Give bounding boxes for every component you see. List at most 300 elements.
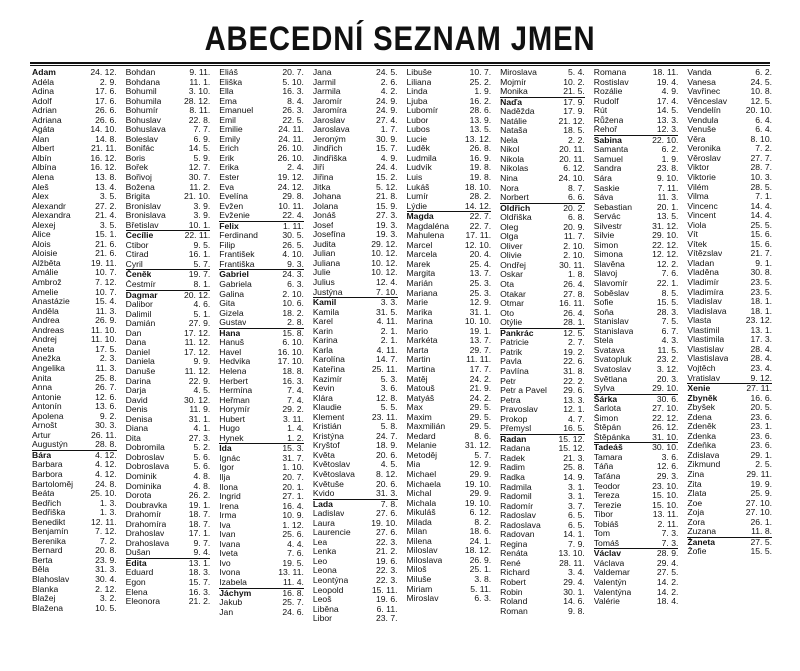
- entry-name: Bedřiška: [32, 508, 66, 518]
- entry-date: 15. 7.: [375, 143, 398, 154]
- entry-name: Šárka: [593, 394, 618, 404]
- entry-name: Robert: [500, 577, 526, 587]
- entry-name: Ambrož: [32, 278, 62, 288]
- entry-name: Roland: [500, 597, 528, 607]
- entry-name: Norbert: [500, 193, 529, 203]
- entry-date: 9. 11.: [189, 67, 211, 77]
- entry-date: 22. 1.: [656, 278, 679, 289]
- entry-date: 10. 11.: [278, 200, 304, 211]
- entry-date: 2. 8.: [287, 317, 304, 328]
- entry-name: Gustav: [219, 318, 247, 328]
- entry-name: Eleonora: [125, 597, 161, 607]
- entry-date: 10. 7.: [95, 267, 117, 278]
- entry-date: 28. 7.: [750, 162, 772, 173]
- entry-date: 1. 10.: [282, 462, 304, 473]
- entry-name: Robin: [500, 587, 523, 597]
- entry-date: 11. 12.: [184, 337, 211, 348]
- entry-date: 29. 11.: [746, 468, 772, 479]
- entry-date: 12. 8.: [375, 392, 398, 403]
- entry-date: 19. 8.: [469, 172, 492, 183]
- entry-name: Sandra: [593, 164, 622, 174]
- entry-name: Zita: [687, 479, 702, 489]
- name-entry: [687, 547, 772, 557]
- entry-name: Aneta: [32, 344, 55, 354]
- entry-name: Václav: [593, 549, 621, 559]
- entry-name: Vítek: [687, 239, 707, 249]
- entry-date: 27. 4.: [375, 114, 398, 125]
- entry-date: 15. 11.: [371, 584, 398, 595]
- entry-date: 23. 1.: [750, 421, 772, 432]
- entry-date: 28. 4.: [750, 343, 772, 354]
- entry-date: 12. 4.: [375, 277, 398, 288]
- entry-date: 29. 5.: [469, 411, 492, 422]
- entry-name: Eduard: [125, 568, 154, 578]
- entry-name: Bohuslav: [125, 115, 161, 125]
- entry-name: Břetislav: [125, 220, 159, 230]
- entry-name: Servác: [593, 212, 621, 222]
- entry-date: 7. 3.: [661, 528, 679, 539]
- entry-name: Pankrác: [500, 328, 534, 338]
- entry-name: Erich: [219, 144, 239, 154]
- entry-name: Alice: [32, 230, 51, 240]
- page-title: ABECEDNÍ SEZNAM JMEN: [204, 20, 596, 58]
- entry-date: 2. 6.: [380, 76, 398, 87]
- entry-date: 23. 10.: [652, 480, 679, 491]
- entry-name: Alžběta: [32, 258, 61, 268]
- entry-date: 18. 8.: [282, 365, 304, 376]
- entry-name: Ida: [219, 444, 232, 454]
- entry-date: 6. 9.: [193, 133, 211, 144]
- entry-date: 14. 9.: [563, 471, 585, 482]
- entry-date: 23. 6.: [750, 411, 772, 422]
- entry-date: 12. 11.: [90, 516, 117, 527]
- entry-name: Ema: [219, 96, 237, 106]
- entry-name: Slavěna: [593, 259, 625, 269]
- entry-date: 14. 4.: [750, 200, 772, 211]
- entry-name: Denisa: [125, 414, 153, 424]
- entry-date: 29. 9.: [469, 488, 492, 499]
- entry-date: 26. 6.: [95, 105, 117, 116]
- entry-name: Tomáš: [593, 538, 620, 548]
- entry-name: Zoja: [687, 508, 705, 518]
- entry-date: 13. 7.: [469, 335, 492, 346]
- entry-date: 1. 11.: [283, 220, 304, 231]
- entry-date: 8. 11.: [189, 105, 211, 116]
- entry-date: 14. 12.: [464, 200, 492, 211]
- entry-date: 21. 6.: [95, 248, 117, 259]
- entry-name: Stela: [593, 336, 614, 346]
- entry-date: 15. 12.: [558, 433, 585, 444]
- entry-date: 2. 1.: [380, 325, 398, 336]
- entry-name: Iva: [219, 520, 231, 530]
- entry-name: Štěpánka: [593, 432, 631, 442]
- entry-date: 17. 3.: [750, 334, 772, 345]
- entry-date: 10. 3.: [750, 172, 772, 183]
- entry-date: 11. 9.: [189, 404, 211, 415]
- entry-name: Petr a Pavel: [500, 386, 547, 396]
- entry-name: Adolf: [32, 96, 52, 106]
- entry-name: Bohuslava: [125, 125, 166, 135]
- entry-date: 24. 1.: [469, 535, 492, 546]
- entry-name: Marie: [406, 298, 428, 308]
- entry-date: 21. 2.: [188, 596, 211, 607]
- entry-name: Sára: [593, 174, 612, 184]
- entry-date: 1. 4.: [287, 423, 304, 434]
- entry-date: 22. 3.: [375, 565, 398, 576]
- entry-date: 24. 8.: [95, 478, 117, 489]
- entry-name: Žofie: [687, 547, 707, 557]
- entry-date: 17. 9.: [563, 96, 585, 107]
- entry-name: Sebastian: [593, 202, 632, 212]
- entry-name: Rudolf: [593, 96, 619, 106]
- entry-date: 5. 6.: [193, 451, 211, 462]
- entry-name: Josefína: [312, 230, 346, 240]
- entry-date: 13. 11.: [278, 567, 304, 578]
- entry-name: Kamila: [312, 307, 340, 317]
- entry-date: 27. 10.: [745, 507, 772, 518]
- entry-date: 25. 3.: [469, 278, 492, 289]
- entry-date: 25. 1.: [469, 564, 492, 575]
- entry-name: Amelie: [32, 287, 59, 297]
- entry-name: Liliana: [406, 77, 432, 87]
- entry-date: 26. 4.: [563, 279, 585, 290]
- entry-date: 21. 9.: [469, 383, 492, 394]
- entry-date: 29. 6.: [563, 385, 585, 396]
- entry-name: Adéla: [32, 77, 54, 87]
- entry-date: 12. 1.: [563, 404, 585, 415]
- entry-name: Irma: [219, 511, 237, 521]
- entry-name: Blahoslav: [32, 574, 70, 584]
- entry-date: 26. 6.: [95, 114, 117, 125]
- entry-name: Darja: [125, 386, 147, 396]
- entry-date: 6. 12.: [469, 507, 492, 518]
- entry-date: 31. 5.: [375, 306, 398, 317]
- entry-name: Klement: [312, 412, 345, 422]
- entry-name: Rostislav: [593, 77, 629, 87]
- entry-date: 14. 4.: [750, 210, 772, 221]
- entry-date: 15. 10.: [652, 499, 679, 510]
- entry-date: 15. 1.: [95, 229, 117, 240]
- entry-date: 24. 5.: [375, 67, 398, 77]
- entry-date: 17. 9.: [563, 106, 585, 117]
- entry-date: 11. 10.: [90, 324, 117, 335]
- entry-date: 3. 11.: [283, 413, 304, 424]
- entry-name: Drahomíra: [125, 519, 167, 529]
- entry-name: Filip: [219, 240, 236, 250]
- entry-name: Libuše: [406, 68, 432, 77]
- name-entry: [126, 597, 211, 607]
- entry-date: 13. 8.: [95, 172, 117, 183]
- entry-date: 1. 2.: [287, 432, 304, 443]
- entry-name: Bedřich: [32, 498, 62, 508]
- entry-date: 22. 7.: [469, 220, 492, 231]
- entry-name: Brigita: [125, 192, 150, 202]
- entry-date: 26. 12.: [652, 422, 679, 433]
- entry-date: 7. 2.: [755, 143, 772, 154]
- entry-date: 14. 1.: [563, 529, 585, 540]
- entry-name: Ivona: [219, 568, 241, 578]
- entry-name: Květa: [312, 450, 335, 460]
- entry-name: Radmila: [500, 482, 532, 492]
- entry-name: Rút: [593, 106, 608, 116]
- entry-name: Miluše: [406, 574, 432, 584]
- entry-date: 4. 12.: [95, 449, 117, 460]
- entry-name: Sabina: [593, 135, 622, 145]
- entry-name: Čeněk: [125, 270, 152, 280]
- entry-name: Drahoslava: [125, 538, 170, 548]
- entry-name: Oldřiška: [500, 213, 532, 223]
- entry-date: 18. 9.: [375, 440, 398, 451]
- entry-date: 9. 5.: [193, 239, 211, 250]
- entry-date: 8. 6.: [474, 430, 492, 441]
- entry-name: Benjamín: [32, 527, 69, 537]
- entry-name: Andrea: [32, 316, 60, 326]
- entry-name: Květoslav: [312, 460, 351, 470]
- entry-date: 6. 3.: [474, 593, 492, 604]
- name-entry: [219, 608, 304, 618]
- entry-date: 28. 9.: [656, 548, 679, 559]
- entry-name: Jitka: [312, 182, 331, 192]
- entry-name: Ctirad: [125, 250, 149, 260]
- entry-date: 24. 12.: [277, 181, 304, 192]
- entry-date: 18. 5.: [563, 125, 585, 136]
- entry-date: 7. 11.: [657, 182, 679, 193]
- entry-name: Viktor: [687, 163, 710, 173]
- entry-name: Alex: [32, 192, 49, 202]
- entry-name: Dorota: [125, 491, 152, 501]
- entry-date: 11. 3.: [95, 362, 117, 373]
- entry-date: 29. 5.: [469, 421, 492, 432]
- entry-name: Venuše: [687, 125, 717, 135]
- entry-date: 9. 3.: [287, 258, 304, 269]
- entry-name: Zdislava: [687, 450, 720, 460]
- entry-name: Lucie: [406, 134, 428, 144]
- entry-date: 31. 1.: [188, 413, 211, 424]
- entry-name: Radovan: [500, 530, 535, 540]
- entry-name: Artur: [32, 430, 51, 440]
- entry-date: 11. 12.: [184, 365, 211, 376]
- entry-date: 18. 3.: [188, 567, 211, 578]
- name-entry: [407, 594, 492, 604]
- entry-name: Roman: [500, 606, 528, 616]
- entry-name: Aleš: [32, 182, 49, 192]
- entry-date: 25. 7.: [282, 597, 304, 608]
- entry-name: Blažej: [32, 594, 56, 604]
- entry-name: Michael: [406, 469, 437, 479]
- entry-name: Leoš: [312, 595, 332, 605]
- entry-date: 12. 6.: [656, 461, 679, 472]
- entry-date: 24. 5.: [750, 76, 772, 87]
- entry-name: Melanie: [406, 441, 437, 451]
- entry-date: 4. 8.: [193, 470, 211, 481]
- entry-name: Ferdinand: [219, 231, 258, 241]
- entry-date: 12. 2.: [656, 258, 679, 269]
- entry-name: Ivana: [219, 539, 241, 549]
- entry-date: 4. 9.: [661, 86, 679, 97]
- entry-date: 16. 12.: [90, 162, 117, 173]
- entry-name: Lea: [312, 537, 328, 547]
- entry-date: 18. 10.: [464, 181, 492, 192]
- entry-name: Valentýn: [593, 577, 627, 587]
- entry-date: 13. 1.: [750, 324, 772, 335]
- entry-name: Johana: [312, 192, 342, 202]
- entry-date: 31. 7.: [282, 452, 304, 463]
- entry-name: Radek: [500, 453, 525, 463]
- entry-date: 7. 6.: [661, 268, 679, 279]
- entry-date: 29. 10.: [652, 230, 679, 241]
- entry-name: Oldřich: [500, 203, 531, 213]
- entry-name: Vendelín: [687, 106, 721, 116]
- entry-name: Jaromír: [312, 96, 343, 106]
- entry-name: Vladěna: [687, 268, 719, 278]
- entry-name: Berta: [32, 555, 53, 565]
- entry-date: 2. 2.: [568, 134, 585, 145]
- entry-date: 15. 2.: [375, 172, 398, 183]
- entry-date: 22. 7.: [469, 211, 492, 222]
- entry-date: 16. 11.: [559, 298, 585, 309]
- entry-date: 13. 12.: [464, 133, 492, 144]
- entry-date: 23. 4.: [750, 362, 772, 373]
- entry-name: Amálie: [32, 268, 59, 278]
- entry-name: Radoslava: [500, 520, 541, 530]
- entry-name: Max: [406, 403, 423, 413]
- entry-name: Metoděj: [406, 450, 438, 460]
- entry-name: Otakar: [500, 289, 526, 299]
- entry-date: 20. 2.: [563, 202, 585, 213]
- entry-date: 26. 7.: [95, 382, 117, 393]
- entry-date: 4. 5.: [380, 459, 398, 470]
- entry-date: 5. 4.: [568, 67, 585, 77]
- entry-date: 19. 6.: [375, 594, 398, 605]
- entry-date: 28. 4.: [750, 353, 772, 364]
- name-column: [219, 68, 304, 665]
- entry-name: Bohumír: [125, 106, 159, 116]
- entry-name: Radomír: [500, 501, 534, 511]
- entry-date: 23. 8.: [656, 163, 679, 174]
- entry-name: Věra: [687, 134, 706, 144]
- entry-name: Anna: [32, 383, 53, 393]
- entry-name: Jakub: [219, 598, 243, 608]
- entry-date: 25. 8.: [563, 462, 585, 473]
- entry-name: Angelika: [32, 363, 65, 373]
- entry-name: Ctibor: [125, 240, 149, 250]
- entry-date: 19. 1.: [188, 499, 211, 510]
- entry-name: Naďa: [500, 97, 523, 107]
- entry-name: Františka: [219, 259, 255, 269]
- entry-name: Zlata: [687, 489, 707, 499]
- entry-name: Martin: [406, 355, 431, 365]
- entry-name: Renáta: [500, 549, 528, 559]
- entry-name: Oto: [500, 308, 514, 318]
- entry-name: Sylva: [593, 384, 615, 394]
- entry-name: Vincent: [687, 211, 716, 221]
- entry-name: Marcela: [406, 250, 438, 260]
- entry-name: Zdena: [687, 412, 712, 422]
- entry-name: Tadeáš: [593, 443, 623, 453]
- entry-name: Klára: [312, 393, 333, 403]
- entry-date: 2. 10.: [282, 288, 304, 299]
- entry-name: Josef: [312, 220, 334, 230]
- entry-date: 10. 5.: [95, 602, 117, 613]
- entry-name: Jonáš: [312, 211, 336, 221]
- entry-name: Hynek: [219, 433, 244, 443]
- entry-name: Zuzana: [687, 527, 717, 537]
- entry-name: Valentýna: [593, 587, 632, 597]
- entry-date: 26. 8.: [469, 143, 492, 154]
- entry-name: Vavřinec: [687, 87, 721, 97]
- entry-date: 20. 8.: [95, 545, 117, 556]
- entry-date: 7. 10.: [375, 286, 398, 297]
- entry-name: Michala: [406, 498, 437, 508]
- entry-date: 30. 11.: [559, 259, 585, 270]
- entry-name: Leopold: [312, 585, 344, 595]
- entry-date: 25. 5.: [750, 219, 772, 230]
- entry-date: 31. 3.: [375, 488, 398, 499]
- entry-name: Valérie: [593, 597, 620, 607]
- entry-name: Daniela: [125, 357, 155, 367]
- entry-name: Natálie: [500, 116, 527, 126]
- entry-date: 12. 5.: [563, 327, 585, 338]
- entry-date: 5. 3.: [380, 373, 398, 384]
- entry-date: 18. 12.: [464, 545, 492, 556]
- entry-date: 19. 7.: [188, 269, 211, 280]
- entry-name: Anastázie: [32, 297, 70, 307]
- entry-name: Šarlota: [593, 404, 621, 414]
- entry-name: Mariana: [406, 288, 438, 298]
- entry-date: 26. 5.: [282, 239, 304, 250]
- entry-name: Laura: [312, 518, 335, 528]
- entry-date: 5. 6.: [193, 461, 211, 472]
- entry-date: 31. 8.: [563, 365, 585, 376]
- entry-date: 20. 4.: [469, 249, 492, 260]
- entry-date: 29. 1.: [750, 449, 772, 460]
- entry-name: Boleslav: [125, 134, 159, 144]
- entry-date: 29. 2.: [282, 404, 304, 415]
- entry-date: 16. 3.: [282, 86, 304, 97]
- entry-name: Pavlína: [500, 366, 529, 376]
- entry-date: 11. 3.: [95, 305, 117, 316]
- entry-name: Lada: [312, 499, 333, 509]
- entry-date: 4. 1.: [193, 423, 211, 434]
- entry-name: Alexandr: [32, 201, 66, 211]
- entry-date: 19. 6.: [375, 555, 398, 566]
- entry-date: 7. 1.: [755, 191, 772, 202]
- entry-name: Bernard: [32, 546, 63, 556]
- entry-name: Tereza: [593, 491, 620, 501]
- entry-date: 19. 1.: [469, 325, 492, 336]
- entry-name: Mojmír: [500, 77, 527, 87]
- entry-name: Dana: [125, 338, 147, 348]
- entry-date: 15. 4.: [95, 296, 117, 307]
- entry-name: Radoslav: [500, 511, 536, 521]
- entry-name: Dobroslav: [125, 452, 165, 462]
- entry-date: 20. 6.: [375, 478, 398, 489]
- entry-name: Vladan: [687, 258, 715, 268]
- entry-name: Prokop: [500, 414, 528, 424]
- entry-date: 22. 8.: [188, 114, 211, 125]
- entry-name: Ota: [500, 280, 514, 290]
- entry-date: 22. 9.: [188, 375, 211, 386]
- entry-name: Stanislava: [593, 326, 634, 336]
- entry-date: 17. 7.: [469, 363, 492, 374]
- entry-name: Radana: [500, 444, 531, 454]
- entry-name: Evžen: [219, 201, 244, 211]
- name-entry: [32, 604, 117, 614]
- entry-date: 4. 9.: [380, 152, 398, 163]
- entry-name: Jeroným: [312, 134, 346, 144]
- entry-name: Elena: [125, 587, 148, 597]
- entry-date: 10. 8.: [750, 86, 772, 97]
